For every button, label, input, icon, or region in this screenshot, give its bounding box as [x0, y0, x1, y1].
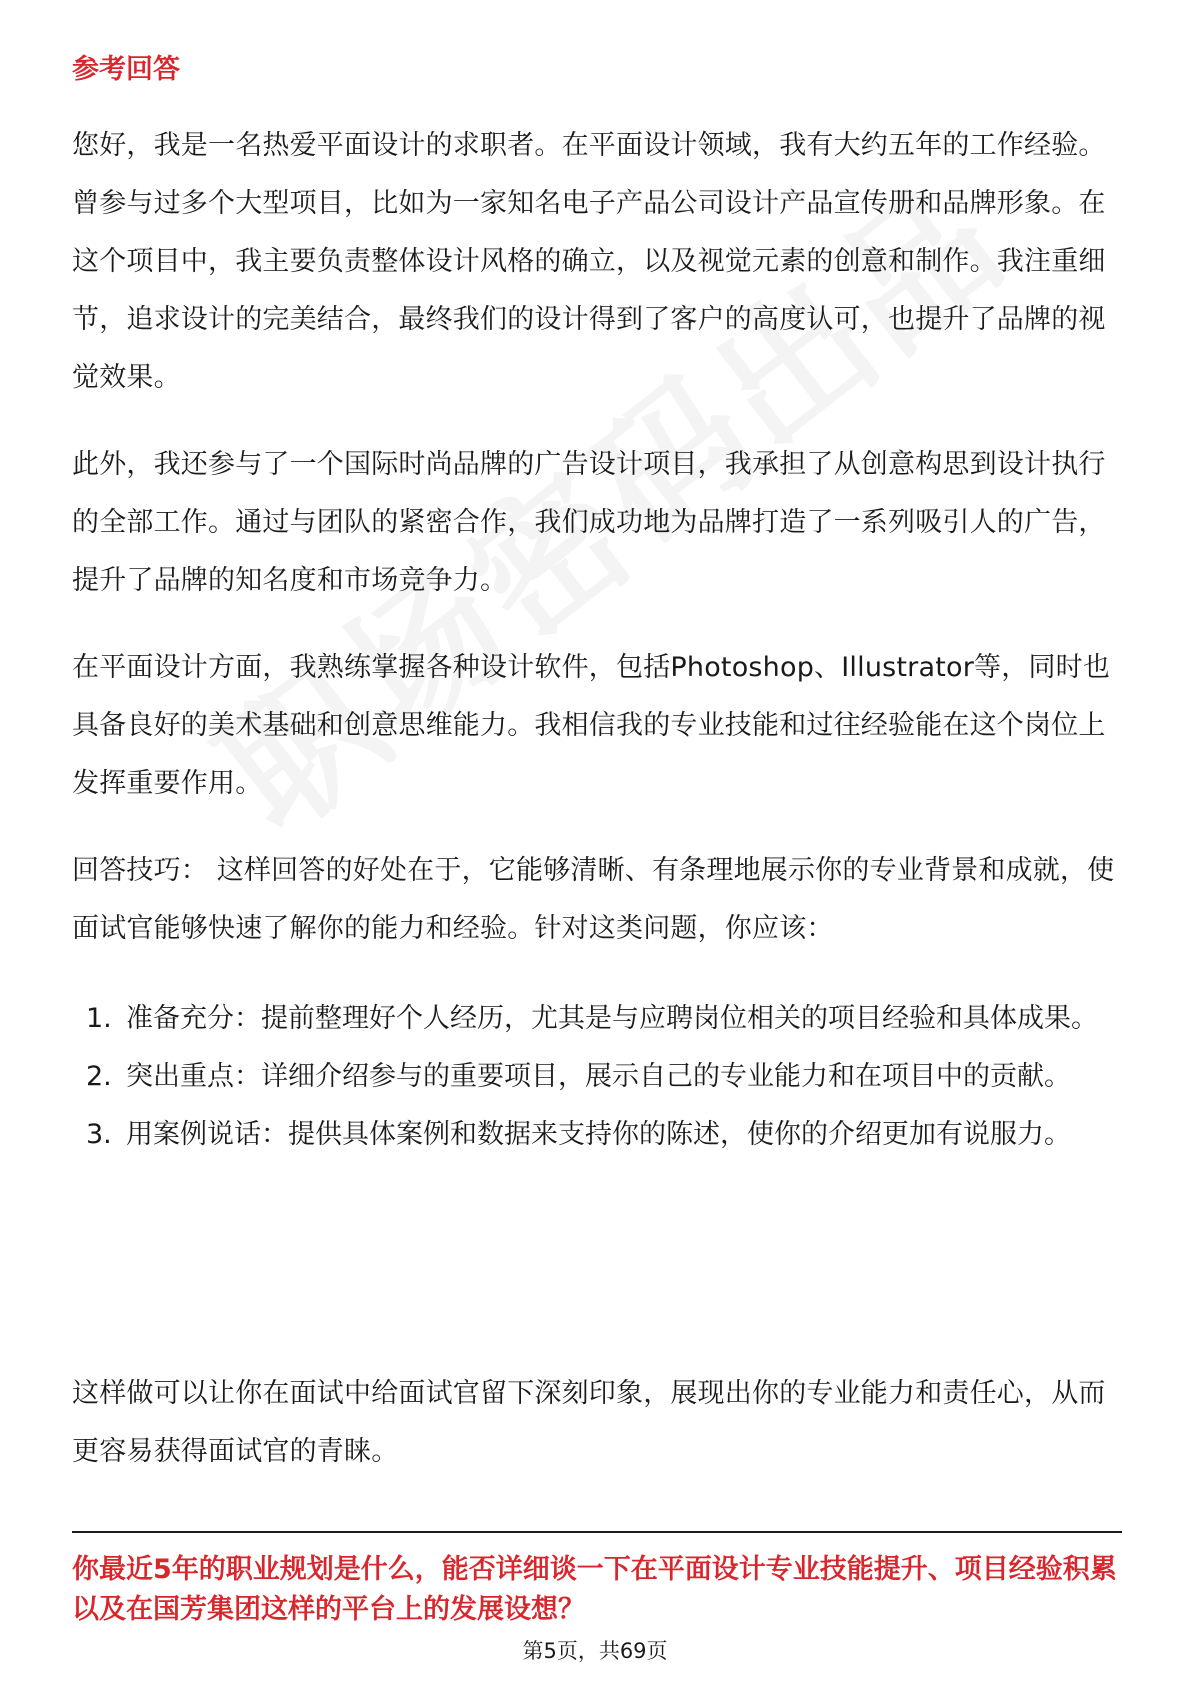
- next-question: 你最近5年的职业规划是什么，能否详细谈一下在平面设计专业技能提升、项目经验积累以及在国芳集团这样的平台上的发展设想？: [72, 1554, 1117, 1625]
- answer-paragraph-3: 在平面设计方面，我熟练掌握各种设计软件，包括Photoshop、Illustrator等，同时也具备良好的美术基础和创意思维能力。我相信我的专业技能和过往经验能在这个岗位上发挥重要作用。: [72, 652, 1111, 799]
- page-number: 第5页，共69页: [522, 1639, 668, 1663]
- list-item-text: 用案例说话：提供具体案例和数据来支持你的陈述，使你的介绍更加有说服力。: [126, 1119, 1071, 1150]
- list-item-number: 1.: [86, 1003, 112, 1034]
- list-item-text: 突出重点：详细介绍参与的重要项目，展示自己的专业能力和在项目中的贡献。: [126, 1061, 1071, 1092]
- list-item: [72, 1106, 1122, 1164]
- list-item-text: 准备充分：提前整理好个人经历，尤其是与应聘岗位相关的项目经验和具体成果。: [126, 1003, 1098, 1034]
- list-item-number: 2.: [86, 1061, 112, 1092]
- section-heading: 参考回答: [72, 54, 180, 85]
- list-item: [72, 990, 1122, 1048]
- answer-paragraph-1: 您好，我是一名热爱平面设计的求职者。在平面设计领域，我有大约五年的工作经验。曾参与过多个大型项目，比如为一家知名电子产品公司设计产品宣传册和品牌形象。在这个项目中，我主要负责整体设计风格的确立，以及视觉元素的创意和制作。我注重细节，追求设计的完美结合，最终我们的设计得到了客户的高度认可，也提升了品牌的视觉效果。: [72, 130, 1106, 393]
- closing-paragraph: 这样做可以让你在面试中给面试官留下深刻印象，展现出你的专业能力和责任心，从而更容易获得面试官的青睐。: [72, 1378, 1106, 1467]
- answer-paragraph-2: 此外，我还参与了一个国际时尚品牌的广告设计项目，我承担了从创意构思到设计执行的全部工作。通过与团队的紧密合作，我们成功地为品牌打造了一系列吸引人的广告，提升了品牌的知名度和市场竞争力。: [72, 449, 1106, 596]
- section-divider: [72, 1531, 1122, 1533]
- list-item-number: 3.: [86, 1119, 112, 1150]
- tips-list: [72, 990, 1122, 1164]
- tips-intro-paragraph: 回答技巧： 这样回答的好处在于，它能够清晰、有条理地展示你的专业背景和成就，使面试官能够快速了解你的能力和经验。针对这类问题，你应该：: [72, 855, 1115, 944]
- list-item: [72, 1048, 1122, 1106]
